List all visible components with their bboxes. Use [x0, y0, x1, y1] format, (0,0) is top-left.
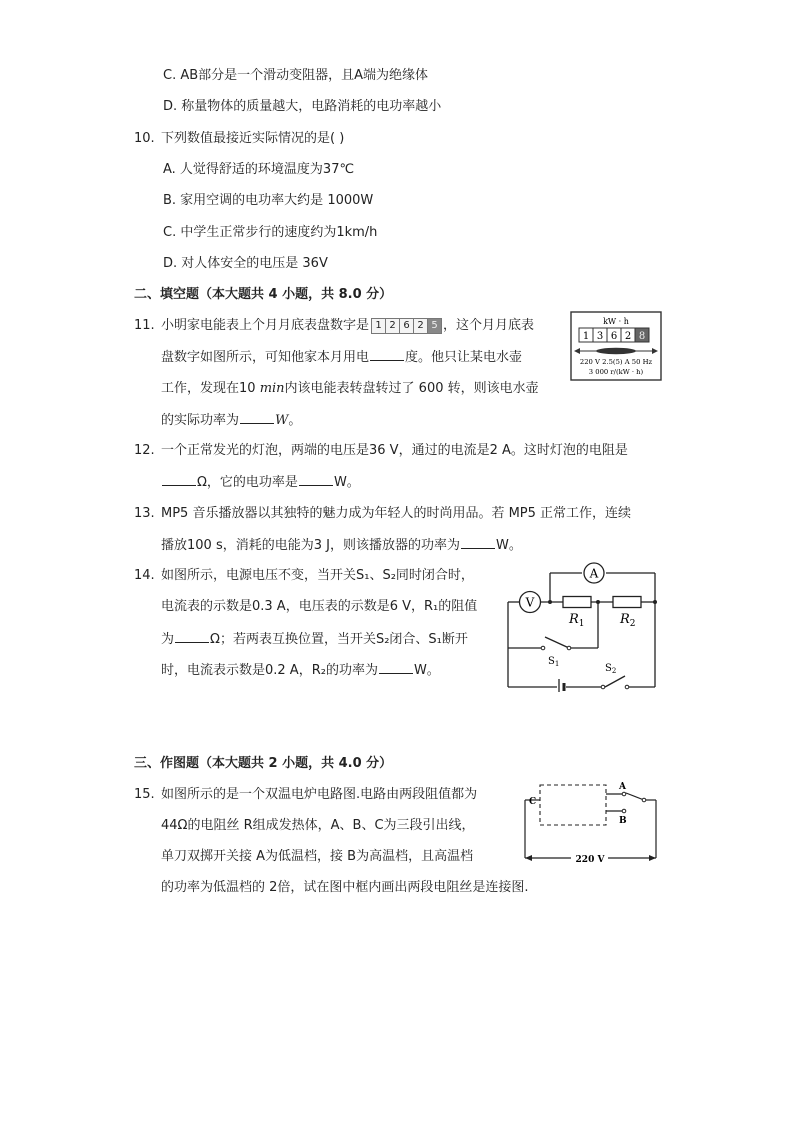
q14-line-3: 为 Ω；若两表互换位置，当开关S₂闭合、S₁断开: [161, 632, 468, 647]
contact-a: [622, 792, 626, 796]
prev-meter-reading: 1 2 6 2 5: [371, 318, 441, 333]
q15-circuit-figure: [516, 778, 662, 870]
meter-digit: 8: [638, 331, 646, 342]
q10-number: 10.: [134, 131, 155, 146]
q12-number: 12.: [134, 443, 155, 458]
answer-blank[interactable]: [162, 473, 196, 486]
answer-blank[interactable]: [240, 411, 274, 424]
q10-option-d: D. 对人体安全的电压是 36V: [163, 256, 328, 271]
meter-digit: 6: [610, 331, 618, 342]
meter-digit: 3: [596, 331, 604, 342]
answer-blank[interactable]: [379, 661, 413, 674]
terminal-b-label: B: [619, 816, 627, 826]
q11-line-3: 工作，发现在10 min内该电能表转盘转过了 600 转，则该电水壶: [161, 381, 539, 396]
meter-rating: 220 V 2.5(5) A 50 Hz: [579, 358, 653, 366]
q12-line-1: 一个正常发光的灯泡，两端的电压是36 V，通过的电流是2 A。这时灯泡的电阻是: [161, 443, 628, 458]
terminal-c-label: C: [529, 797, 537, 807]
meter-constant: 3 000 r/(kW · h): [588, 368, 644, 376]
answer-blank[interactable]: [299, 473, 333, 486]
q11-line-4: 的实际功率为 W。: [161, 413, 302, 428]
q14-line-1: 如图所示，电源电压不变，当开关S₁、S₂同时闭合时，: [161, 568, 474, 583]
voltage-label: 220 V: [575, 855, 605, 865]
answer-blank[interactable]: [370, 348, 404, 361]
q13-number: 13.: [134, 506, 155, 521]
q15-number: 15.: [134, 787, 155, 802]
drawing-box: [540, 785, 606, 825]
q11-line-1: 小明家电能表上个月月底表盘数字是 1 2 6 2 5 ，这个月月底表: [161, 318, 535, 333]
meter-digit: 1: [582, 331, 590, 342]
q11-line-2: 盘数字如图所示，可知他家本月用电 度。他只让某电水壶: [161, 350, 523, 365]
q9-option-d: D. 称量物体的质量越大，电路消耗的电功率越小: [163, 99, 442, 114]
s1-label: $S_1$: [548, 656, 560, 668]
terminal-a-label: A: [619, 782, 626, 792]
q14-line-2: 电流表的示数是0.3 A，电压表的示数是6 V，R₁的阻值: [161, 599, 478, 614]
r1-label: $R_1$: [569, 612, 585, 629]
resistor-r2-icon: [613, 597, 641, 608]
battery-icon: [559, 679, 564, 692]
meter-digit: 2: [624, 331, 632, 342]
q10-option-b: B. 家用空调的电功率大约是 1000W: [163, 193, 374, 208]
q14-number: 14.: [134, 568, 155, 583]
q11-number: 11.: [134, 318, 155, 333]
resistor-r1-icon: [563, 597, 591, 608]
answer-blank[interactable]: [175, 630, 209, 643]
section-drawing-title: 三、作图题（本大题共 2 小题，共 4.0 分）: [134, 756, 393, 771]
q12-line-2: Ω，它的电功率是 W。: [161, 473, 360, 492]
electric-meter-figure: [570, 311, 662, 381]
ammeter-label: A: [589, 566, 599, 581]
contact-b: [622, 809, 626, 813]
q9-option-c: C. AB部分是一个滑动变阻器，且A端为绝缘体: [163, 68, 429, 83]
q14-circuit-figure: [505, 560, 662, 692]
q13-line-2: 播放100 s，消耗的电能为3 J，则该播放器的功率为 W。: [161, 538, 522, 553]
q10-option-c: C. 中学生正常步行的速度约为1km/h: [163, 225, 378, 240]
r2-label: $R_2$: [620, 612, 636, 629]
q14-line-4: 时，电流表示数是0.2 A，R₂的功率为 W。: [161, 663, 440, 678]
voltmeter-label: V: [525, 595, 535, 610]
q15-line-3: 单刀双掷开关接 A为低温档，接 B为高温档，且高温档: [161, 849, 474, 864]
switch-pivot: [642, 798, 646, 802]
answer-blank[interactable]: [461, 536, 495, 549]
q15-line-1: 如图所示的是一个双温电炉电路图.电路由两段阻值都为: [161, 787, 478, 802]
s2-label: $S_2$: [605, 663, 617, 675]
meter-unit-label: kW · h: [603, 317, 629, 326]
q15-line-4: 的功率为低温档的 2倍，试在图中框内画出两段电阻丝是连接图.: [161, 880, 529, 895]
q13-line-1: MP5 音乐播放器以其独特的魅力成为年轻人的时尚用品。若 MP5 正常工作，连续: [161, 506, 632, 521]
meter-digits: [579, 328, 649, 342]
q10-option-a: A. 人觉得舒适的环境温度为37℃: [163, 162, 355, 177]
section-fill-in-title: 二、填空题（本大题共 4 小题，共 8.0 分）: [134, 287, 393, 302]
q10-stem: 下列数值最接近实际情况的是( ): [161, 131, 345, 146]
q15-line-2: 44Ω的电阻丝 R组成发热体，A、B、C为三段引出线，: [161, 818, 475, 833]
